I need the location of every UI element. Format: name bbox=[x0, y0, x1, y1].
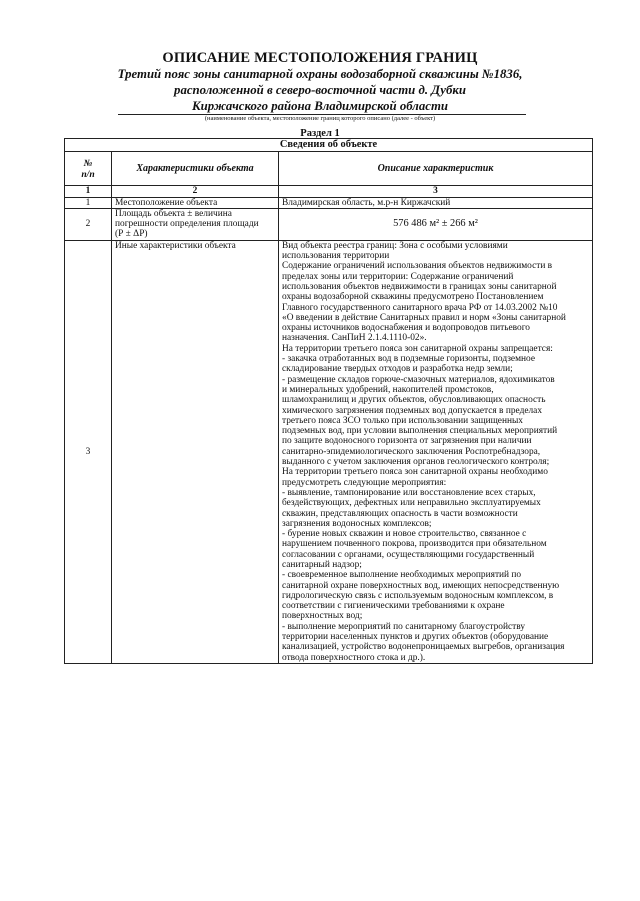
row-description bbox=[279, 240, 593, 663]
description-line: по защите водоносного горизонта от загрязнения при наличии bbox=[282, 436, 532, 447]
description-line: санитарной охране поверхностных вод, имеющих непосредственную bbox=[282, 580, 560, 591]
object-info-table bbox=[64, 138, 593, 664]
subtitle-line-3: Киржачского района Владимирской области bbox=[191, 99, 449, 113]
row-number: 2 bbox=[65, 208, 112, 240]
description-line: - своевременное выполнение необходимых мероприятий по bbox=[282, 570, 522, 581]
subtitle-line-2: расположенной в северо-восточной части д. Дубки bbox=[174, 83, 466, 97]
description-line: отвода поверхностного стока и др.). bbox=[282, 652, 426, 663]
description-line: санитарный надзор; bbox=[282, 559, 362, 570]
description-line: поверхностных вод; bbox=[282, 611, 363, 622]
description-line: «О введении в действие Санитарных правил и норм «Зоны санитарной bbox=[282, 312, 566, 323]
title-caption: (наименование объекта, местоположение границ которого описано (далее - объект) bbox=[204, 115, 436, 122]
description-line: соответствии с гигиеническими требованиями к охране bbox=[282, 601, 505, 612]
description-line: подземных вод, при условии выполнения специальных мероприятий bbox=[282, 426, 558, 437]
description-line: - выявление, тампонирование или восстановление всех старых, bbox=[282, 487, 536, 498]
header-number: № п/п bbox=[65, 152, 112, 186]
row-number: 3 bbox=[65, 240, 112, 663]
description-line: предусмотреть следующие мероприятия: bbox=[282, 477, 447, 488]
description-line: использования объектов недвижимости в границах зоны санитарной bbox=[282, 281, 557, 292]
description-line: шламохранилищ и других объектов, обусловливающих опасность bbox=[282, 395, 546, 406]
description-line: Вид объекта реестра границ: Зона с особыми условиями bbox=[282, 240, 508, 251]
characteristic-line: Местоположение объекта bbox=[115, 197, 218, 208]
description-line: и минеральных удобрений, накопителей промстоков, bbox=[282, 384, 494, 395]
description-line: выданного с учетом заключения органов геологического контроля; bbox=[282, 457, 550, 468]
description-line: На территории третьего пояса зон санитарной охраны необходимо bbox=[282, 467, 548, 478]
row-characteristic bbox=[112, 208, 279, 240]
row-characteristic bbox=[112, 240, 279, 663]
column-numbers-row bbox=[65, 186, 593, 197]
description-line: - выполнение мероприятий по санитарному благоустройству bbox=[282, 621, 526, 632]
header-characteristic: Характеристики объекта bbox=[112, 152, 279, 186]
table-row bbox=[65, 208, 593, 240]
column-number: 1 bbox=[65, 186, 112, 197]
row-characteristic bbox=[112, 197, 279, 208]
description-line: территории населенных пунктов и других объектов (оборудование bbox=[282, 632, 549, 643]
description-line: санитарно-эпидемиологического заключения Роспотребнадзора, bbox=[282, 446, 541, 457]
description-line: Главного государственного санитарного врача РФ от 14.03.2002 №10 bbox=[282, 302, 558, 313]
row-description bbox=[279, 197, 593, 208]
description-line: назначения. СанПиН 2.1.4.1110-02». bbox=[282, 333, 427, 344]
description-line: гидрологическую связь с используемым водоносным комплексом, в bbox=[282, 590, 554, 601]
description-line: охраны источников водоснабжения и водопроводов питьевого bbox=[282, 323, 530, 334]
table-caption-row bbox=[65, 139, 593, 152]
characteristic-line: погрешности определения площади bbox=[115, 219, 259, 230]
characteristic-line: (Р ± ΔР) bbox=[115, 229, 148, 240]
description-line: согласовании с органами, осуществляющими государственный bbox=[282, 549, 535, 560]
column-number: 2 bbox=[112, 186, 279, 197]
description-line: Содержание ограничений использования объектов недвижимости в bbox=[282, 261, 553, 272]
characteristic-line: Площадь объекта ± величина bbox=[115, 208, 232, 219]
section-label: Раздел 1 bbox=[300, 128, 340, 139]
description-line: - размещение складов горюче-смазочных материалов, ядохимикатов bbox=[282, 374, 555, 385]
characteristic-line: Иные характеристики объекта bbox=[115, 240, 236, 251]
table-row bbox=[65, 197, 593, 208]
table-row bbox=[65, 240, 593, 663]
header-description: Описание характеристик bbox=[279, 152, 593, 186]
document-title: ОПИСАНИЕ МЕСТОПОЛОЖЕНИЯ ГРАНИЦ bbox=[162, 50, 478, 66]
table-header-row bbox=[65, 152, 593, 186]
row-description bbox=[279, 208, 593, 240]
column-number: 3 bbox=[279, 186, 593, 197]
description-line: скважин, представляющих опасность в части возможности bbox=[282, 508, 518, 519]
description-line: пределах зоны или территории: Содержание ограничений bbox=[282, 271, 514, 282]
description-line: охраны водозаборной скважины предусмотрено Постановлением bbox=[282, 292, 544, 303]
description-line: химического загрязнения подземных вод допускается в пределах bbox=[282, 405, 543, 416]
subtitle-line-1: Третий пояс зоны санитарной охраны водозаборной скважины №1836, bbox=[117, 67, 523, 81]
area-value: 576 486 м² ± 266 м² bbox=[393, 218, 478, 230]
row-number: 1 bbox=[65, 197, 112, 208]
description-line: На территории третьего пояса зон санитарной охраны запрещается: bbox=[282, 343, 553, 354]
description-line: использования территории bbox=[282, 251, 390, 262]
description-line: бездействующих, дефектных или неправильно эксплуатируемых bbox=[282, 498, 541, 509]
description-line: третьего пояса ЗСО только при использовании защищенных bbox=[282, 415, 523, 426]
description-line: канализацией, устройство водонепроницаемых выгребов, организация bbox=[282, 642, 565, 653]
description-line: - бурение новых скважин и новое строительство, связанное с bbox=[282, 529, 527, 540]
description-line: складирование твердых отходов и разработка недр земли; bbox=[282, 364, 513, 375]
table-caption: Сведения об объекте bbox=[65, 139, 593, 152]
description-line: - закачка отработанных вод в подземные горизонты, подземное bbox=[282, 354, 535, 365]
description-line: Владимирская область, м.р-н Киржачский bbox=[282, 197, 451, 208]
description-line: нарушением почвенного покрова, производится при обязательном bbox=[282, 539, 547, 550]
description-line: загрязнения водоносных комплексов; bbox=[282, 518, 432, 529]
